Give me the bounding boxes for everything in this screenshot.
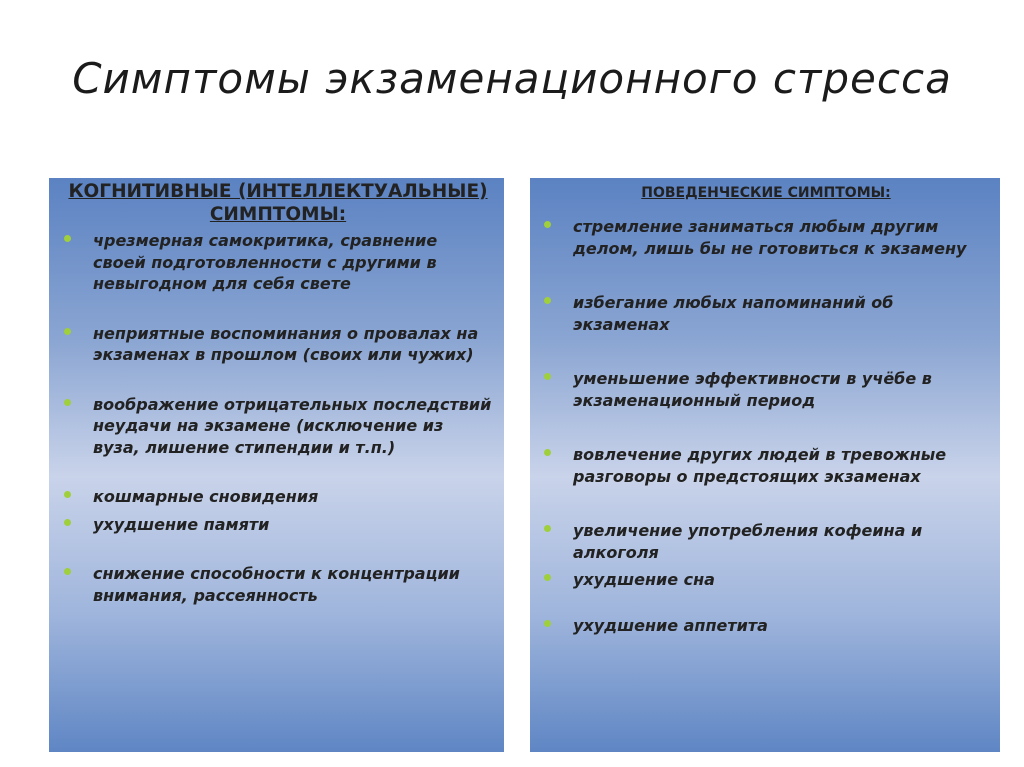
bullet-icon	[64, 491, 71, 498]
bullet-icon	[64, 328, 71, 335]
list-item	[544, 444, 988, 487]
bullet-icon	[544, 221, 551, 228]
cognitive-symptoms-panel	[49, 178, 504, 752]
list-item-text: чрезмерная самокритика, сравнение своей подготовленности с другими в невыгодном для себя свете	[93, 231, 438, 293]
list-item	[544, 520, 988, 563]
list-item	[544, 292, 988, 335]
list-item	[64, 394, 492, 459]
list-item-text: избегание любых напоминаний об экзаменах	[573, 293, 894, 334]
bullet-icon	[544, 574, 551, 581]
cognitive-heading: КОГНИТИВНЫЕ (ИНТЕЛЛЕКТУАЛЬНЫЕ) СИМПТОМЫ:	[68, 181, 488, 225]
list-item	[64, 514, 492, 536]
list-item-text: кошмарные сновидения	[93, 487, 319, 506]
bullet-icon	[64, 235, 71, 242]
bullet-icon	[64, 568, 71, 575]
list-item-text: воображение отрицательных последствий неудачи на экзамене (исключение из вуза, лишение стипендии и т.п.)	[93, 394, 492, 457]
behavioral-list	[544, 216, 988, 636]
list-item-text: снижение способности к концентрации внимания, рассеянность	[93, 564, 460, 605]
list-item	[544, 368, 988, 411]
bullet-icon	[544, 297, 551, 304]
list-item	[64, 486, 492, 508]
bullet-icon	[544, 525, 551, 532]
list-item-text: ухудшение памяти	[93, 514, 270, 534]
bullet-icon	[64, 399, 71, 406]
list-item	[544, 615, 988, 637]
slide-title: Симптомы экзаменационного стресса	[72, 54, 952, 103]
list-item	[64, 323, 492, 366]
bullet-icon	[544, 373, 551, 380]
list-item-text: ухудшение сна	[573, 570, 715, 589]
list-item-text: уменьшение эффективности в учёбе в экзаменационный период	[573, 369, 932, 410]
list-item-text: увеличение употребления кофеина и алкоголя	[573, 521, 923, 562]
list-item-text: ухудшение аппетита	[573, 615, 768, 635]
list-item	[64, 230, 492, 295]
list-item	[64, 563, 492, 606]
bullet-icon	[544, 449, 551, 456]
list-item-text: вовлечение других людей в тревожные разговоры о предстоящих экзаменах	[573, 445, 947, 486]
list-item-text: стремление заниматься любым другим делом, лишь бы не готовиться к экзамену	[573, 217, 967, 258]
bullet-icon	[64, 519, 71, 526]
list-item	[544, 569, 988, 591]
bullet-icon	[544, 620, 551, 627]
behavioral-heading: ПОВЕДЕНЧЕСКИЕ СИМПТОМЫ:	[641, 185, 891, 201]
list-item	[544, 216, 988, 259]
list-item-text: неприятные воспоминания о провалах на экзаменах в прошлом (своих или чужих)	[93, 323, 479, 364]
cognitive-list	[64, 230, 492, 606]
behavioral-symptoms-panel	[530, 178, 1000, 752]
